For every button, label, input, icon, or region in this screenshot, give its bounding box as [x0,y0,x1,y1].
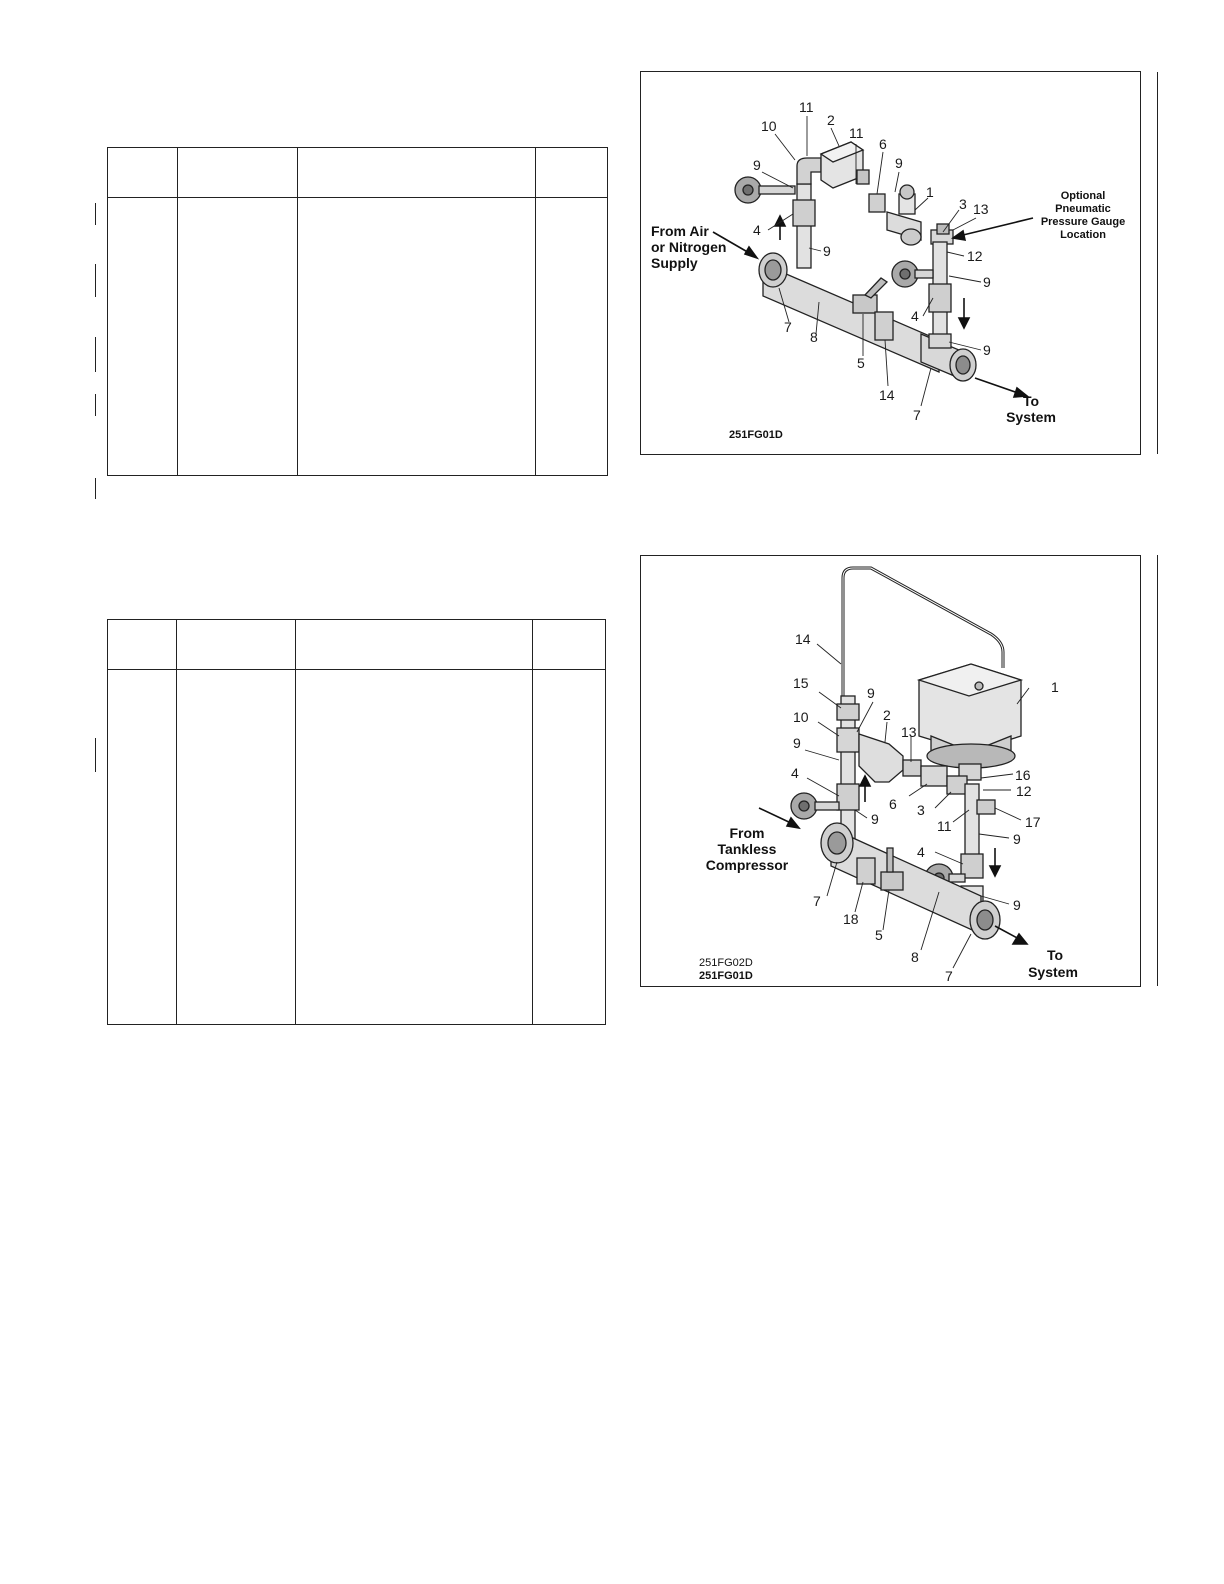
callout-11: 11 [937,818,952,834]
callout-9: 9 [1013,831,1021,847]
table-column-divider [295,620,296,1024]
label-gauge-line3: Pressure Gauge [1040,216,1126,228]
callout-8: 8 [810,329,818,345]
table-column-divider [176,620,177,1024]
callout-15: 15 [793,675,809,691]
callout-9: 9 [793,735,801,751]
label-source-line2: Tankless [717,841,777,857]
table-header-divider [108,197,607,198]
table-column-divider [535,148,536,475]
callout-5: 5 [875,927,883,943]
table-column-divider [177,148,178,475]
margin-rule [1157,72,1158,454]
change-bar [95,264,96,297]
label-source-line1: From Air [651,223,709,239]
callout-5: 5 [857,355,865,371]
label-gauge-line1: Optional [1060,190,1106,202]
callout-4: 4 [753,222,761,238]
figure-2-drawing [641,556,1142,988]
figure-2-code-secondary: 251FG01D [699,970,753,982]
callout-12: 12 [967,248,983,264]
callout-1: 1 [926,184,934,200]
label-dest-line2: System [1006,409,1056,425]
callout-13: 13 [901,724,917,740]
label-source-line1: From [729,825,765,841]
label-source-line3: Supply [651,255,698,271]
callout-4: 4 [917,844,925,860]
parts-table-1 [107,147,608,476]
callout-2: 2 [883,707,891,723]
figure-1-drawing [641,72,1142,456]
change-bar [95,203,96,225]
callout-9: 9 [823,243,831,259]
change-bar [95,394,96,416]
callout-1: 1 [1051,679,1059,695]
callout-7: 7 [784,319,792,335]
callout-9: 9 [867,685,875,701]
callout-9: 9 [983,342,991,358]
label-dest-line2: System [1028,964,1078,980]
figure-2-tankless-compressor-trim [640,555,1141,987]
callout-4: 4 [911,308,919,324]
callout-16: 16 [1015,767,1031,783]
callout-14: 14 [879,387,895,403]
callout-6: 6 [889,796,897,812]
callout-11: 11 [849,125,864,141]
parts-table-2 [107,619,606,1025]
callout-2: 2 [827,112,835,128]
margin-rule [1157,555,1158,986]
callout-13: 13 [973,201,989,217]
callout-8: 8 [911,949,919,965]
change-bar [95,478,96,499]
label-gauge-line2: Pneumatic [1055,203,1111,215]
callout-9: 9 [871,811,879,827]
callout-3: 3 [959,196,967,212]
callout-4: 4 [791,765,799,781]
figure-2-code: 251FG02D [699,957,753,969]
table-header-divider [108,669,605,670]
callout-18: 18 [843,911,859,927]
callout-12: 12 [1016,783,1032,799]
label-source-line3: Compressor [705,857,789,873]
label-dest-line1: To [1046,947,1064,963]
callout-9: 9 [983,274,991,290]
callout-3: 3 [917,802,925,818]
figure-1-code: 251FG01D [729,429,783,441]
change-bar [95,337,96,372]
label-dest-line1: To [1022,393,1040,409]
figure-1-air-supply-trim [640,71,1141,455]
callout-6: 6 [879,136,887,152]
callout-7: 7 [913,407,921,423]
table-column-divider [532,620,533,1024]
callout-7: 7 [813,893,821,909]
table-column-divider [297,148,298,475]
callout-11: 11 [799,99,814,115]
callout-17: 17 [1025,814,1041,830]
callout-9: 9 [753,157,761,173]
callout-9: 9 [895,155,903,171]
label-source-line2: or Nitrogen [651,239,727,255]
callout-10: 10 [761,118,777,134]
callout-7: 7 [945,968,953,984]
change-bar [95,738,96,772]
label-gauge-line4: Location [1060,229,1106,241]
callout-10: 10 [793,709,809,725]
callout-14: 14 [795,631,811,647]
callout-9: 9 [1013,897,1021,913]
